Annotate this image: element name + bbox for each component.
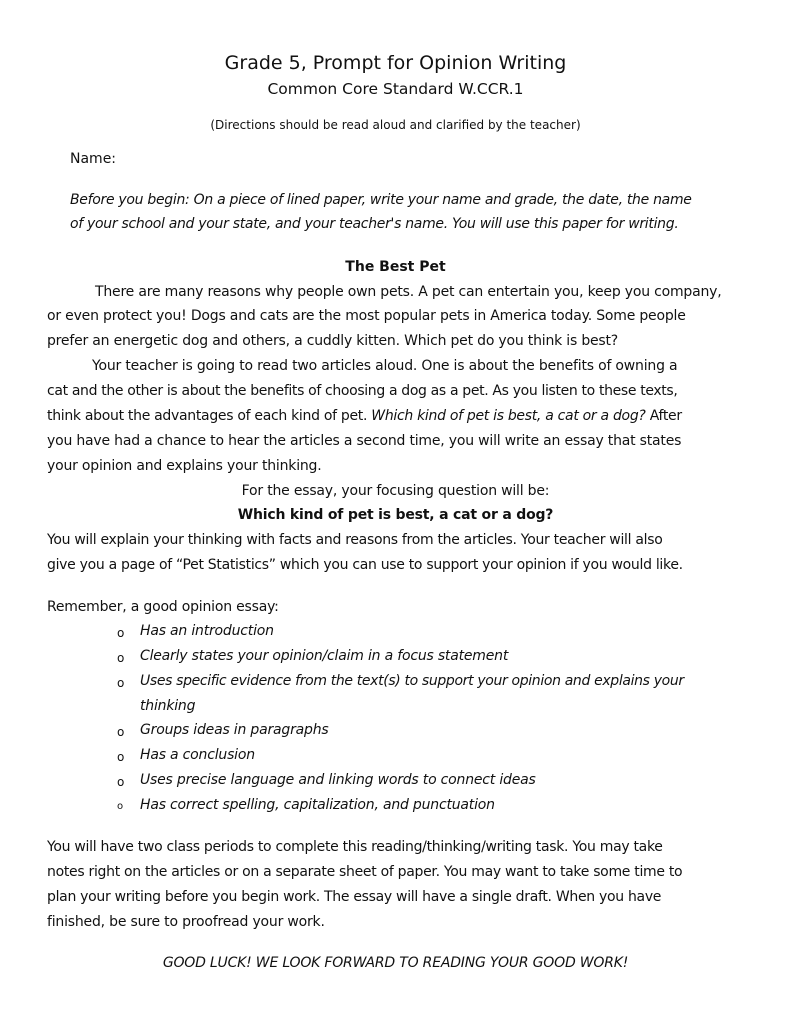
paragraph2-line-5: your opinion and explains your thinking. (47, 458, 322, 474)
section-title: The Best Pet (345, 259, 446, 275)
closing-line-4: finished, be sure to proofread your work. (47, 914, 325, 930)
before-line-2: of your school and your state, and your teacher's name. You will use this paper for writing. (70, 216, 679, 232)
paragraph2-line-1: Your teacher is going to read two articles aloud. One is about the benefits of owning a (92, 358, 678, 374)
explain-line-1: You will explain your thinking with facts and reasons from the articles. Your teacher will also (47, 532, 663, 548)
good-luck-message: GOOD LUCK! WE LOOK FORWARD TO READING YOUR GOOD WORK! (162, 955, 629, 971)
name-label: Name: (70, 151, 117, 167)
paragraph2-line-3-end: After (645, 408, 682, 424)
paragraph2-line-2: cat and the other is about the benefits of choosing a dog as a pet. As you listen to these texts, (47, 383, 678, 399)
closing-line-3: plan your writing before you begin work. The essay will have a single draft. When you have (47, 889, 662, 905)
directions-note: (Directions should be read aloud and clarified by the teacher) (210, 118, 581, 132)
bullet-icon: o (117, 676, 125, 690)
checklist-item: Uses precise language and linking words to connect ideas (140, 772, 536, 788)
paragraph2-line-3 (47, 406, 682, 426)
bullet-icon: o (117, 651, 125, 665)
paragraph1-line-1: There are many reasons why people own pets. A pet can entertain you, keep you company, (95, 284, 722, 300)
checklist-item: Uses specific evidence from the text(s) to support your opinion and explains your (140, 673, 684, 689)
checklist-item-continued: thinking (140, 698, 196, 714)
before-line-1: Before you begin: On a piece of lined paper, write your name and grade, the date, the name (70, 192, 692, 208)
focus-intro: For the essay, your focusing question will be: (241, 483, 550, 499)
paragraph2-question: Which kind of pet is best, a cat or a dog? (371, 408, 646, 424)
remember-label: Remember, a good opinion essay: (47, 599, 279, 615)
paragraph2-line-3-start: think about the advantages of each kind of pet. (47, 408, 372, 424)
page-title: Grade 5, Prompt for Opinion Writing (224, 52, 567, 74)
closing-line-1: You will have two class periods to complete this reading/thinking/writing task. You may take (47, 839, 663, 855)
checklist-item: Clearly states your opinion/claim in a focus statement (140, 648, 509, 664)
checklist-item: Has correct spelling, capitalization, and punctuation (140, 797, 495, 813)
standard-subtitle: Common Core Standard W.CCR.1 (267, 80, 524, 98)
checklist-item: Has an introduction (140, 623, 274, 639)
paragraph1-line-2: or even protect you! Dogs and cats are the most popular pets in America today. Some people (47, 308, 686, 324)
bullet-icon: o (117, 725, 125, 739)
bullet-icon: o (117, 801, 124, 812)
paragraph1-line-3: prefer an energetic dog and others, a cuddly kitten. Which pet do you think is best? (47, 333, 619, 349)
checklist-item: Groups ideas in paragraphs (140, 722, 329, 738)
paragraph2-line-4: you have had a chance to hear the articles a second time, you will write an essay that states (47, 433, 682, 449)
bullet-icon: o (117, 775, 125, 789)
bullet-icon: o (117, 750, 125, 764)
explain-line-2: give you a page of “Pet Statistics” which you can use to support your opinion if you would like. (47, 557, 683, 573)
closing-line-2: notes right on the articles or on a separate sheet of paper. You may want to take some time to (47, 864, 683, 880)
focus-question: Which kind of pet is best, a cat or a dog? (237, 507, 554, 523)
bullet-icon: o (117, 626, 125, 640)
checklist-item: Has a conclusion (140, 747, 255, 763)
